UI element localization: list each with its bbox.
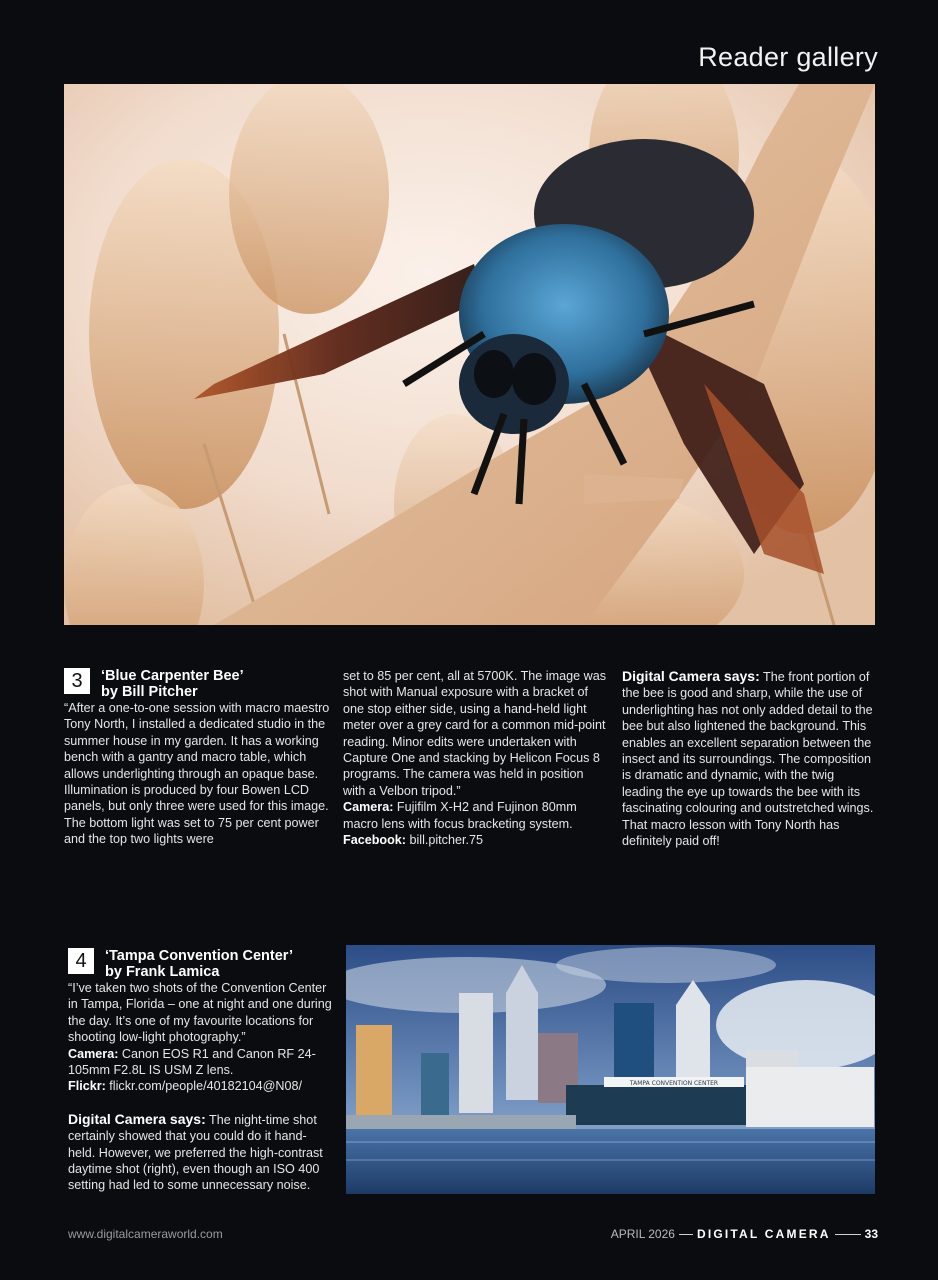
camera-value: Fujifilm X-H2 and Fujinon 80mm macro lens with focus bracketing system. bbox=[343, 800, 577, 831]
entry-number-badge: 3 bbox=[64, 668, 90, 694]
footer-divider bbox=[679, 1234, 693, 1235]
tampa-building-sign: TAMPA CONVENTION CENTER bbox=[629, 1080, 719, 1087]
social-line bbox=[68, 1078, 334, 1094]
entry-byline: by Bill Pitcher bbox=[101, 684, 198, 700]
entry-3-column-1 bbox=[64, 668, 330, 848]
says-label: Digital Camera says: bbox=[622, 668, 760, 684]
entry-title: ‘Blue Carpenter Bee’ bbox=[101, 668, 244, 684]
says-label: Digital Camera says: bbox=[68, 1110, 206, 1127]
entry-3-says bbox=[622, 668, 878, 849]
entry-3-column-2 bbox=[343, 668, 609, 848]
footer-divider bbox=[835, 1234, 861, 1235]
entry-3-heading bbox=[64, 668, 330, 700]
footer-folio bbox=[611, 1227, 878, 1241]
bee-photo bbox=[64, 84, 875, 625]
camera-line bbox=[343, 799, 609, 832]
entry-4-heading bbox=[68, 948, 334, 980]
facebook-handle: bill.pitcher.75 bbox=[409, 833, 483, 848]
facebook-label: Facebook: bbox=[343, 833, 406, 848]
footer-issue-date: APRIL 2026 bbox=[610, 1227, 675, 1241]
entry-quote: “I’ve taken two shots of the Convention Center in Tampa, Florida – one at night and one during the day. It’s one of my favourite locations for shooting low-light photography.” bbox=[68, 981, 332, 1045]
says-text: The front portion of the bee is good and sharp, while the use of underlighting has not only added detail to the bee but also lightened the background. This enables an excellent separation between the insect and its surroundings. The composition is dramatic and dynamic, with the twig leading the eye up towards the bee with its fascinating colouring and outstretched wings. That macro lesson with Tony North has definitely paid off! bbox=[622, 670, 874, 849]
entry-title: ‘Tampa Convention Center’ bbox=[105, 948, 293, 964]
entry-4-column bbox=[68, 948, 334, 1194]
entry-quote: “After a one-to-one session with macro maestro Tony North, I installed a dedicated studio in the summer house in my garden. It has a working bench with a gantry and macro table, which allows underlighting through an opaque base. Illumination is produced by four Bowen LCD panels, but only three were used for this image. The bottom light was set to 75 per cent power and the top two lights were bbox=[64, 701, 330, 847]
section-title: Reader gallery bbox=[698, 42, 878, 72]
camera-label: Camera: bbox=[343, 800, 394, 815]
tampa-photo bbox=[346, 945, 875, 1194]
camera-value: Canon EOS R1 and Canon RF 24-105mm F2.8L IS USM Z lens. bbox=[68, 1046, 316, 1078]
social-line bbox=[343, 832, 609, 848]
camera-label: Camera: bbox=[68, 1046, 119, 1061]
footer-page-number: 33 bbox=[864, 1227, 878, 1241]
says-text: The night-time shot certainly showed that you could do it hand-held. However, we preferred the high-contrast daytime shot (right), even though an ISO 400 setting had led to some unnecessary noise. bbox=[68, 1112, 323, 1193]
flickr-url: flickr.com/people/40182104@N08/ bbox=[109, 1079, 303, 1094]
footer-magazine-name: DIGITAL CAMERA bbox=[696, 1227, 831, 1241]
entry-number-badge: 4 bbox=[68, 948, 94, 974]
entry-quote-continued: set to 85 per cent, all at 5700K. The image was shot with Manual exposure with a bracket of one stop either side, using a hand-held light meter over a grey card for a common mid-point reading. Minor edits were undertaken with Capture One and stacking by Helicon Focus 8 programs. The camera was held in position with a Velbon tripod.” bbox=[343, 669, 606, 798]
entry-byline: by Frank Lamica bbox=[105, 964, 220, 980]
footer-website: www.digitalcameraworld.com bbox=[68, 1227, 223, 1241]
entry-4-says bbox=[68, 1111, 334, 1194]
camera-line bbox=[68, 1046, 334, 1079]
flickr-label: Flickr: bbox=[68, 1079, 106, 1094]
